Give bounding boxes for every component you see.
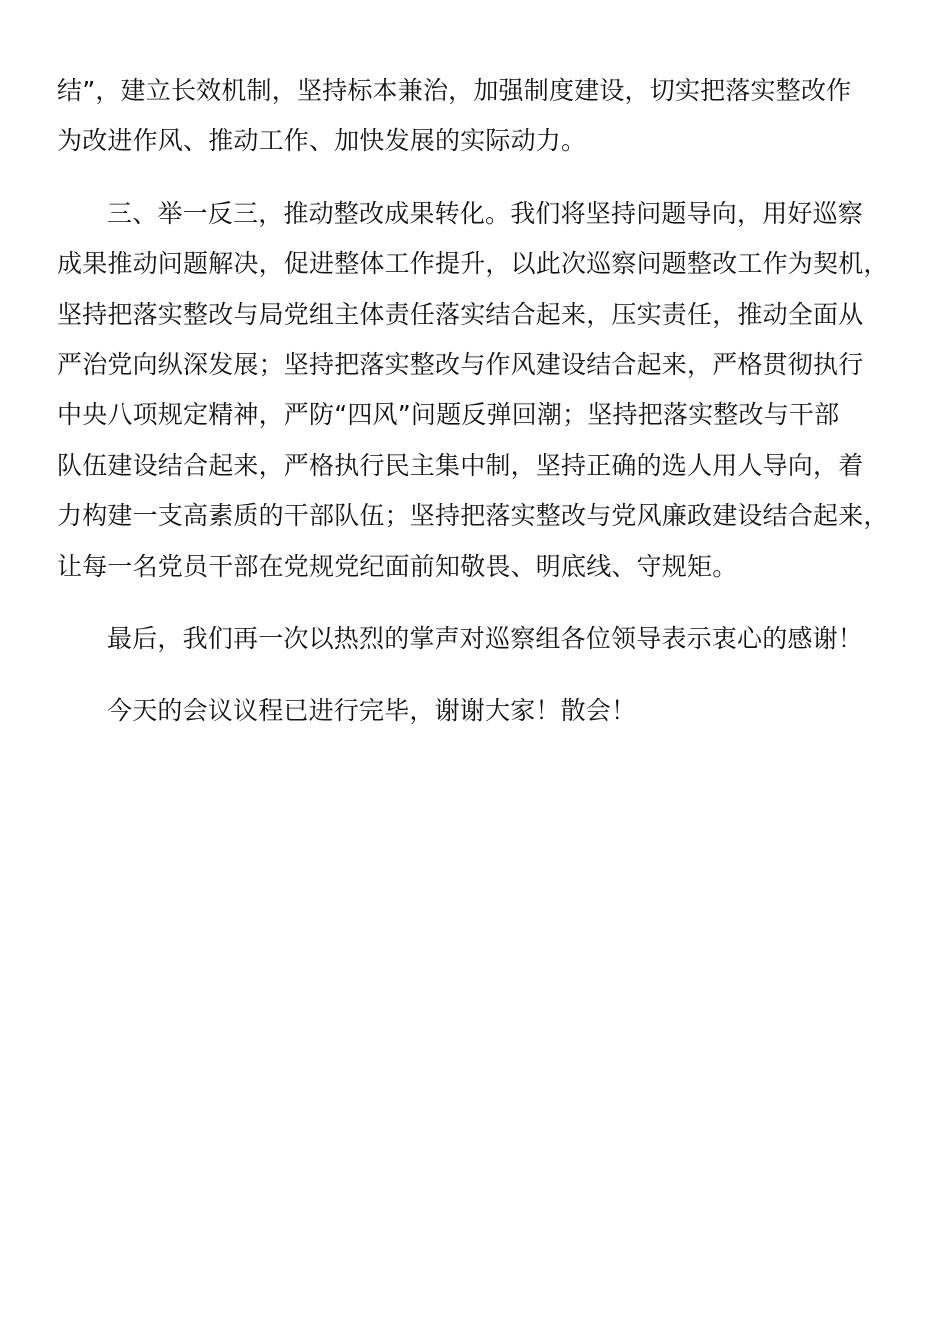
paragraph-point-three: [57, 189, 907, 592]
text-line: 为改进作风、推动工作、加快发展的实际动力。: [57, 126, 587, 156]
paragraph-thanks: [57, 614, 907, 664]
document-body: [57, 66, 907, 737]
text-line: 让每一名党员干部在党规党纪面前知敬畏、明底线、守规矩。: [57, 551, 738, 581]
text-line: 成果推动问题解决，促进整体工作提升，以此次巡察问题整改工作为契机，: [57, 249, 889, 279]
text-line: 中央八项规定精神，严防“四风”问题反弹回潮；坚持把落实整改与干部: [57, 400, 840, 430]
text-line: 最后，我们再一次以热烈的掌声对巡察组各位领导表示衷心的感谢！: [107, 623, 864, 653]
paragraph-closing: [57, 686, 907, 736]
text-line: 力构建一支高素质的干部队伍；坚持把落实整改与党风廉政建设结合起来，: [57, 501, 889, 531]
text-line: 队伍建设结合起来，严格执行民主集中制，坚持正确的选人用人导向，着: [57, 450, 864, 480]
paragraph-spacer: [57, 167, 907, 189]
paragraph-continuation: [57, 66, 907, 167]
paragraph-spacer: [57, 592, 907, 614]
text-line: 坚持把落实整改与局党组主体责任落实结合起来，压实责任，推动全面从: [57, 299, 864, 329]
text-line: 结”，建立长效机制，坚持标本兼治，加强制度建设，切实把落实整改作: [57, 76, 852, 105]
text-line: 三、举一反三，推动整改成果转化。我们将坚持问题导向，用好巡察: [107, 198, 864, 228]
text-line: 严治党向纵深发展；坚持把落实整改与作风建设结合起来，严格贯彻执行: [57, 349, 864, 379]
paragraph-spacer: [57, 664, 907, 686]
text-line: 今天的会议议程已进行完毕，谢谢大家！散会！: [107, 696, 637, 726]
